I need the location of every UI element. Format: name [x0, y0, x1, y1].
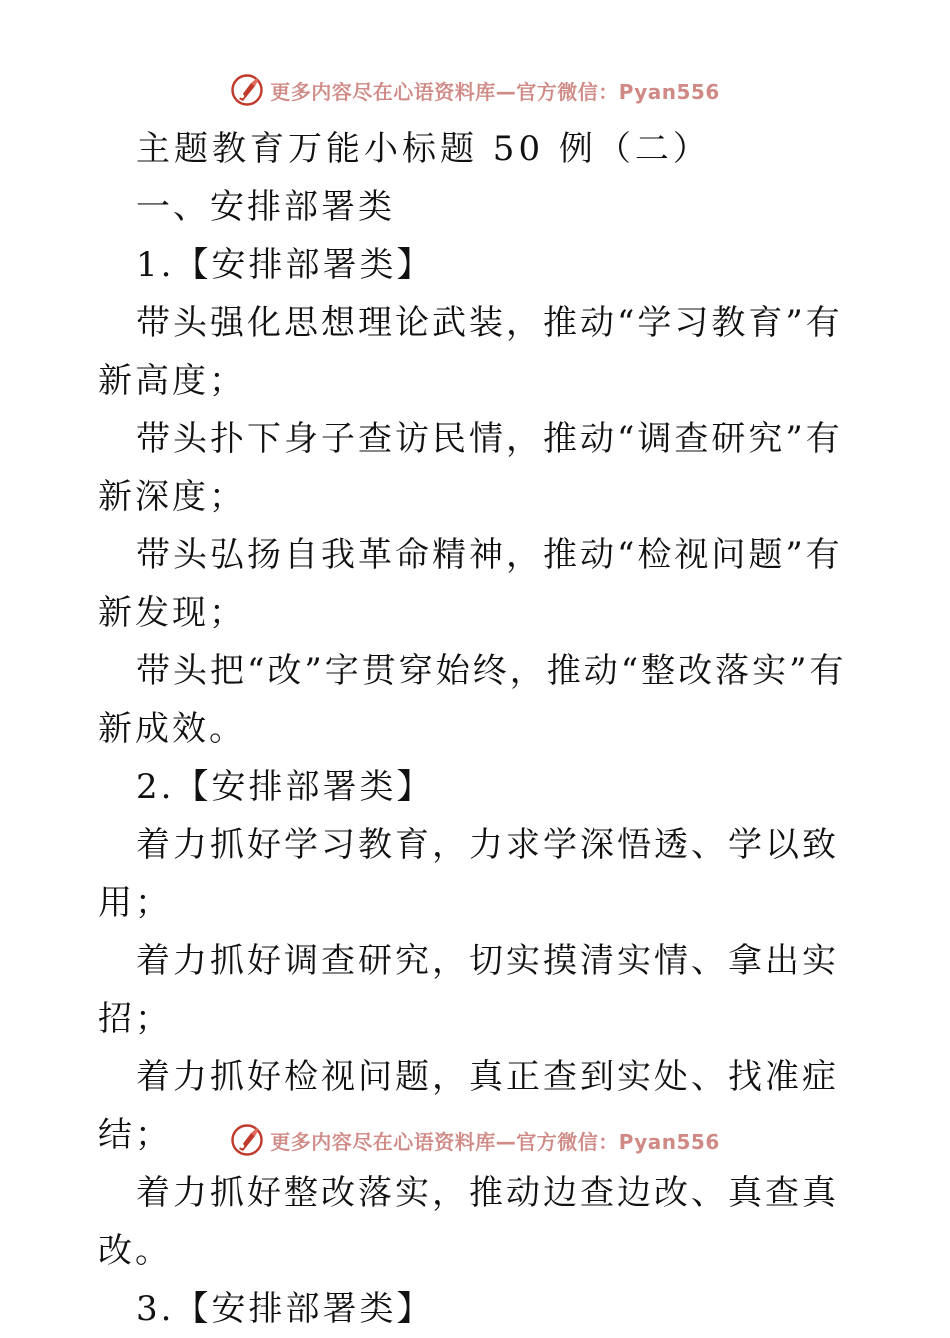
watermark-header: [0, 70, 950, 110]
paragraph-line: 带头强化思想理论武装，推动“学习教育”有新高度；: [98, 303, 843, 401]
item-heading: 3.【安排部署类】: [136, 1289, 434, 1329]
paragraph-line: 带头把“改”字贯穿始终，推动“整改落实”有新成效。: [98, 651, 847, 749]
paragraph-line: 着力抓好调查研究，切实摸清实情、拿出实招；: [98, 941, 839, 1039]
paragraph-line: 着力抓好整改落实，推动边查边改、真查真改。: [98, 1173, 839, 1271]
item-heading: 1.【安排部署类】: [136, 245, 434, 285]
document-title: 主题教育万能小标题 50 例（二）: [136, 129, 711, 169]
section-heading: 一、安排部署类: [136, 187, 395, 227]
watermark-text: 更多内容尽在心语资料库—官方微信：Pyan556: [270, 1129, 720, 1154]
watermark-footer: [0, 1120, 950, 1160]
paragraph-line: 着力抓好检视问题，真正查到实处、找准症结；: [98, 1057, 839, 1155]
quill-pen-logo-icon: [230, 73, 264, 107]
quill-pen-logo-icon: [230, 1123, 264, 1157]
paragraph-line: 带头弘扬自我革命精神，推动“检视问题”有新发现；: [98, 535, 843, 633]
paragraph-line: 着力抓好学习教育，力求学深悟透、学以致用；: [98, 825, 839, 923]
item-heading: 2.【安排部署类】: [136, 767, 434, 807]
paragraph-line: 带头扑下身子查访民情，推动“调查研究”有新深度；: [98, 419, 843, 517]
watermark-text: 更多内容尽在心语资料库—官方微信：Pyan556: [270, 79, 720, 104]
